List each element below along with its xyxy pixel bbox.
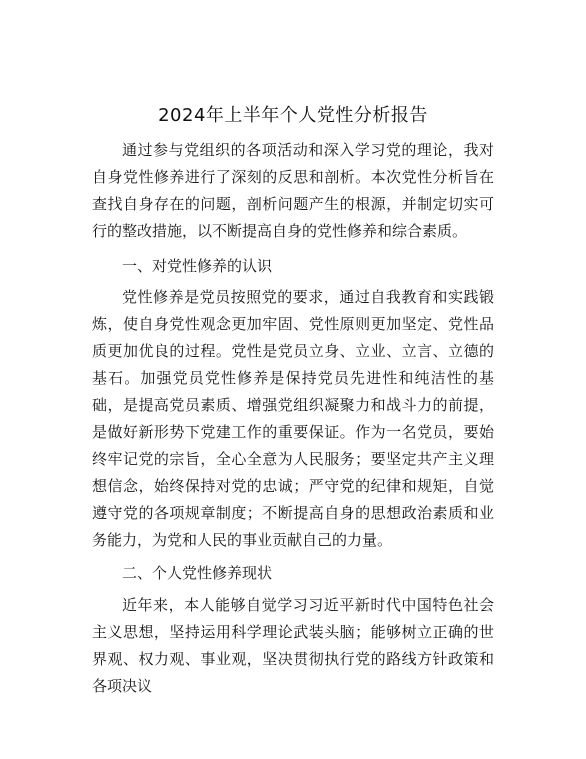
document-title: 2024年上半年个人党性分析报告 bbox=[158, 105, 428, 126]
section-2-paragraph: 近年来，本人能够自觉学习习近平新时代中国特色社会主义思想，坚持运用科学理论武装头脑；能够树立正确的世界观、权力观、事业观，坚决贯彻执行党的路线方针政策和各项决议 bbox=[92, 596, 494, 695]
intro-paragraph: 通过参与党组织的各项活动和深入学习党的理论，我对自身党性修养进行了深刻的反思和剖析。本次党性分析旨在查找自身存在的问题，剖析问题产生的根源，并制定切实可行的整改措施，以不断提高自身的党性修养和综合素质。 bbox=[92, 141, 494, 240]
section-heading-1: 一、对党性修养的认识 bbox=[122, 257, 273, 275]
section-heading-2: 二、个人党性修养现状 bbox=[122, 564, 273, 582]
section-1-paragraph: 党性修养是党员按照党的要求，通过自我教育和实践锻炼，使自身党性观念更加牢固、党性原则更加坚定、党性品质更加优良的过程。党性是党员立身、立业、立言、立德的基石。加强党员党性修养是保持党员先进性和纯洁性的基础，是提高党员素质、增强党组织凝聚力和战斗力的前提，是做好新形势下党建工作的重要保证。作为一名党员，要始终牢记党的宗旨，全心全意为人民服务；要坚定共产主义理想信念，始终保持对党的忠诚；严守党的纪律和规矩，自觉遵守党的各项规章制度；不断提高自身的思想政治素质和业务能力，为党和人民的事业贡献自己的力量。 bbox=[92, 288, 494, 549]
